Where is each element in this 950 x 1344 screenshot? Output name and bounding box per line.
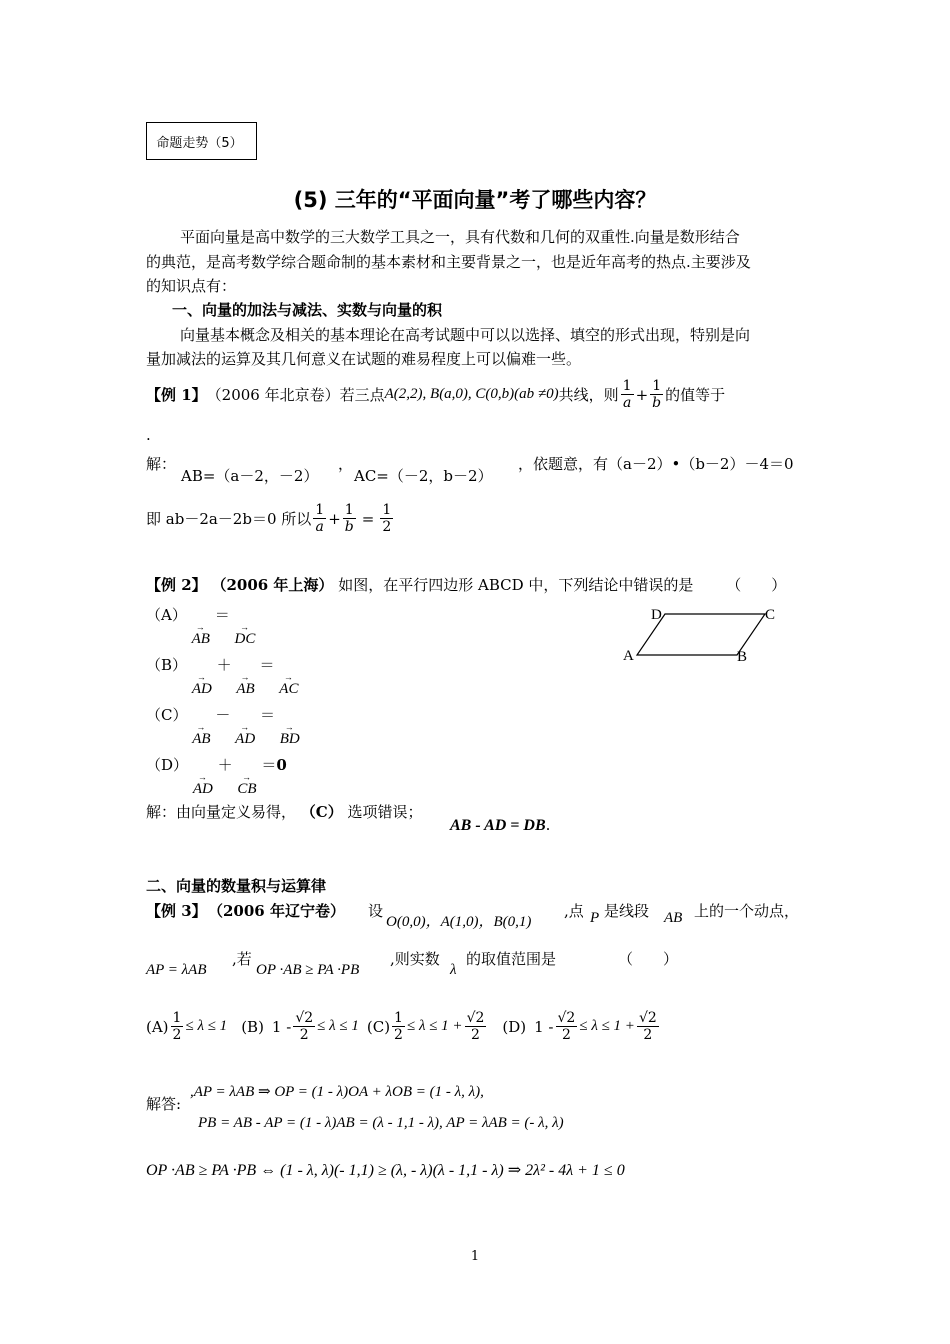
example3-shi: 是线段: [604, 902, 650, 920]
example3-option-d: (D): [502, 1017, 527, 1036]
parallelogram-figure: [615, 600, 790, 670]
option-b-eq: ＝: [259, 656, 275, 674]
example1-plus: +: [635, 385, 649, 404]
option-a-rest: ≤ λ ≤ 1: [185, 1018, 228, 1034]
option-a-fraction: $\frac{1}{2}$: [172, 1010, 182, 1043]
example1-dot: .: [146, 426, 151, 444]
vector-ad: → AD: [235, 722, 256, 747]
example3-ap: AP = λAB: [146, 962, 207, 978]
result-fraction-2: $\frac{1}{b}$: [344, 502, 354, 535]
vertex-b-label: B: [737, 649, 748, 665]
example1-source: （2006 年北京卷）若三点: [206, 386, 385, 404]
example3-answer-paren: （ ）: [618, 950, 679, 968]
example3-stem-line1: [146, 900, 816, 936]
example3-option-c: (C): [366, 1017, 391, 1036]
option-d-mid: ≤ λ ≤ 1 +: [579, 1018, 635, 1034]
example1-fraction-2: $\frac{1}{b}$: [652, 378, 662, 411]
example3-answer-label: 解答:: [146, 1095, 182, 1113]
example1-mid: 共线，则: [558, 386, 619, 404]
example3-answer-line-3: OP ·AB ≥ PA ·PB ⇔ (1 - λ, λ)(- 1,1) ≥ (λ, - λ)(λ - 1,1 - λ) ⇒ 2λ² - 4λ + 1 ≤ 0: [146, 1162, 625, 1179]
option-c-eq: ＝: [259, 706, 275, 724]
page-title: (5) 三年的“平面向量”考了哪些内容？: [293, 188, 657, 212]
example3-point-p: P: [590, 910, 600, 926]
example2-solution-tail: 选项错误；: [347, 803, 423, 821]
option-d-fraction: $\frac{√2}{2}$: [557, 1010, 576, 1043]
example2-stem: [146, 574, 786, 595]
example3-segment-ab: AB: [664, 910, 683, 926]
example3-option-b: (B): [241, 1017, 264, 1036]
example3-ze: ,则实数: [390, 950, 440, 968]
option-d-fraction-2: $\frac{√2}{2}$: [638, 1010, 657, 1043]
example1-result-line: [146, 502, 395, 535]
intro-line-2: 的典范，是高考数学综合题命制的基本素材和主要背景之一，也是近年高考的热点.主要涉及: [146, 253, 751, 271]
example1-label: 【例 1】: [146, 386, 207, 404]
vector-cb: → CB: [237, 772, 257, 797]
example3-dian: ,点: [564, 902, 584, 920]
example3-stem-line2: [146, 948, 816, 984]
example2-answer-paren: （ ）: [726, 576, 787, 594]
option-c-mid: ≤ λ ≤ 1 +: [406, 1018, 463, 1034]
option-b-label: （B）: [146, 656, 188, 674]
example2-solution-text: 解：由向量定义易得，: [146, 803, 297, 821]
result-equals: =: [361, 509, 375, 528]
example1-sol-label: 解：: [146, 455, 177, 473]
section1-line-1: 向量基本概念及相关的基本理论在高考试题中可以以选择、填空的形式出现，特别是向: [180, 326, 751, 344]
page-number: 1: [470, 1249, 480, 1264]
option-d-label: （D）: [146, 756, 189, 774]
example2-source: （2006 年上海）: [211, 576, 334, 594]
example3-source: （2006 年辽宁卷）: [208, 902, 345, 920]
example3-shang: 上的一个动点，: [694, 902, 800, 920]
example2-solution-equation: [450, 816, 550, 835]
intro-line-3: 的知识点有：: [146, 277, 237, 295]
topic-tag: 命题走势（5）: [156, 135, 243, 151]
solution-dot: .: [545, 816, 551, 834]
example3-label: 【例 3】: [146, 902, 207, 920]
solution-equation: AB - AD = DB: [450, 817, 546, 834]
example2-option-a: [146, 604, 255, 645]
example1-fraction-1: $\frac{1}{a}$: [622, 378, 632, 411]
vector-ad: → AD: [191, 672, 212, 697]
result-fraction-3: $\frac{1}{2}$: [382, 502, 392, 535]
example2-solution: [146, 801, 423, 822]
vector-dc: → DC: [234, 622, 256, 647]
option-c-fraction-2: $\frac{√2}{2}$: [466, 1010, 485, 1043]
option-a-label: （A）: [146, 606, 187, 624]
example1-sol-rest: ，依题意，有（a－2）•（b－2）－4＝0: [518, 455, 794, 473]
option-c-label: （C）: [146, 706, 188, 724]
option-d-eq: ＝: [261, 756, 277, 774]
option-d-op: ＋: [217, 756, 233, 774]
vector-ab: → AB: [192, 722, 211, 747]
zero-vector: 0: [276, 756, 287, 774]
result-fraction-1: $\frac{1}{a}$: [315, 502, 325, 535]
vector-ac: → AC: [279, 672, 299, 697]
example2-label: 【例 2】: [146, 576, 207, 594]
example2-solution-option: （C）: [300, 803, 343, 821]
vector-ab: → AB: [236, 672, 255, 697]
intro-line-1: 平面向量是高中数学的三大数学工具之一，具有代数和几何的双重性.向量是数形结合: [180, 228, 740, 246]
example1-tail: 的值等于: [665, 386, 726, 404]
option-b-rest: ≤ λ ≤ 1: [317, 1018, 359, 1034]
example3-answer-line-1: ,AP = λAB ⇒ OP = (1 - λ)OA + λOB = (1 - λ, λ),: [190, 1084, 484, 1100]
example3-she: 设: [368, 902, 384, 920]
example2-question: 如图，在平行四边形 ABCD 中，下列结论中错误的是: [338, 576, 694, 594]
example3-ruo: ,若: [232, 950, 252, 968]
section2-heading: 二、向量的数量积与运算律: [146, 877, 327, 895]
example2-option-b: [146, 654, 298, 695]
example2-option-d: [146, 754, 287, 795]
option-b-pre: 1 -: [271, 1017, 292, 1036]
example3-condition: OP ·AB ≥ PA ·PB: [256, 962, 360, 978]
option-b-op: ＋: [216, 656, 232, 674]
option-b-fraction: $\frac{√2}{2}$: [295, 1010, 314, 1043]
option-d-pre: 1 -: [534, 1017, 554, 1036]
example3-options: [146, 1010, 661, 1043]
section1-heading: 一、向量的加法与减法、实数与向量的积: [172, 301, 443, 319]
vertex-c-label: C: [765, 607, 776, 623]
example1-stem: [146, 378, 725, 411]
topic-tag-box: [146, 122, 257, 160]
result-plus: +: [328, 509, 341, 528]
example1-vector-ab: AB=（a－2，－2）: [181, 467, 319, 485]
example1-points: A(2,2), B(a,0), C(0,b)(ab ≠0): [384, 386, 559, 402]
example3-option-a: (A): [146, 1017, 169, 1036]
option-c-op: －: [215, 706, 231, 724]
vector-bd: → BD: [279, 722, 300, 747]
example1-vector-ac: AC=（－2，b－2）: [354, 467, 493, 485]
vector-ab: → AB: [191, 622, 210, 647]
example3-lambda: λ: [450, 962, 457, 978]
example3-answer-line-2: PB = AB - AP = (1 - λ)AB = (λ - 1,1 - λ), AP = λAB = (- λ, λ): [198, 1115, 564, 1131]
vertex-d-label: D: [651, 607, 662, 623]
example1-solution-line: [146, 453, 816, 485]
option-c-fraction: $\frac{1}{2}$: [394, 1010, 403, 1043]
vector-ad: → AD: [192, 772, 213, 797]
vertex-a-label: A: [623, 648, 634, 664]
example3-points: O(0,0)，A(1,0)，B(0,1): [386, 914, 532, 930]
example1-result-text: 即 ab－2a－2b＝0 所以: [146, 510, 312, 528]
section1-line-2: 量加减法的运算及其几何意义在试题的难易程度上可以偏难一些。: [146, 350, 582, 368]
option-a-op: ＝: [214, 606, 230, 624]
example2-option-c: [146, 704, 300, 745]
example3-range: 的取值范围是: [466, 950, 557, 968]
example1-comma: ，: [338, 455, 354, 473]
